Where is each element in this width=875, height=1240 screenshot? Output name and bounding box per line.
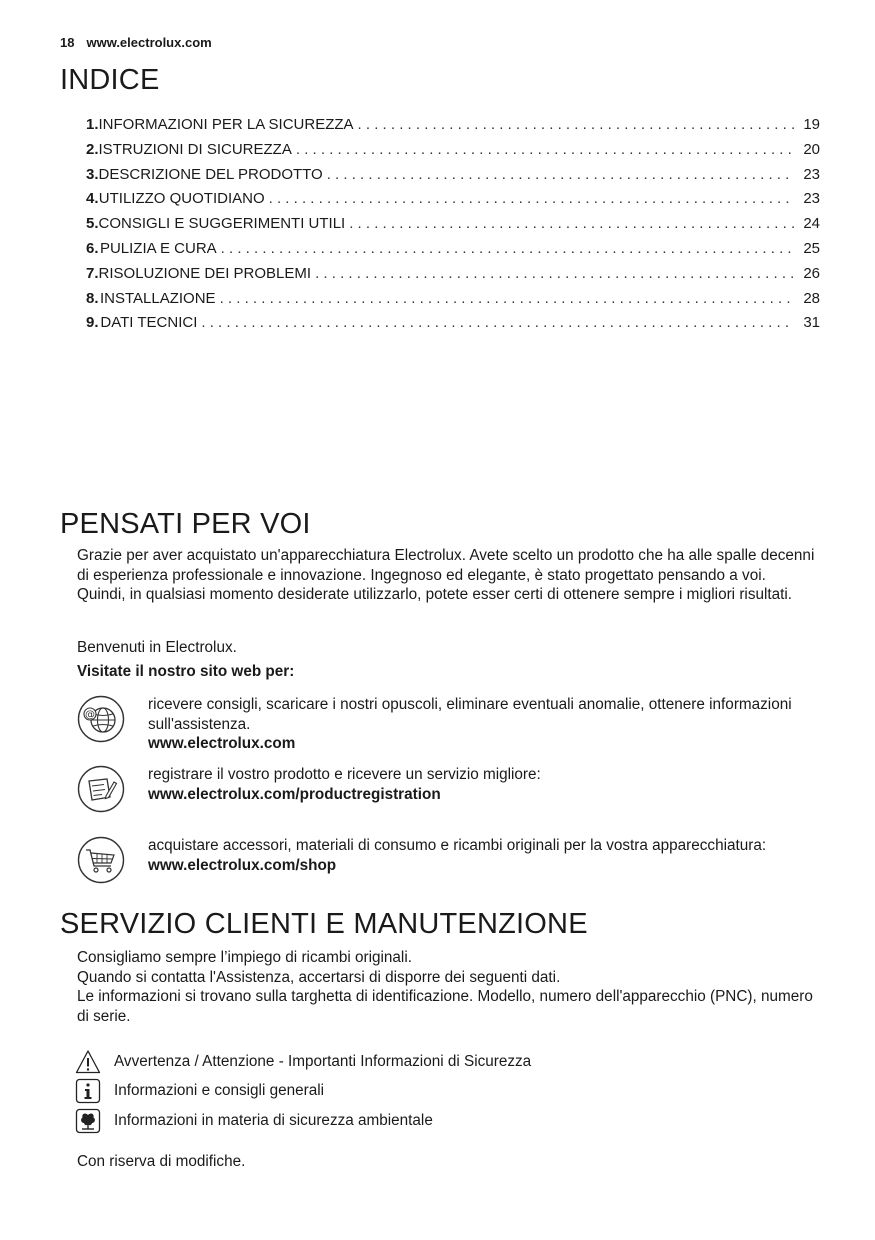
symbol-legend <box>75 1047 775 1136</box>
page-header <box>60 35 212 50</box>
toc-item-number: 6. <box>86 239 99 257</box>
toc-leader-dots <box>221 240 794 257</box>
intro-paragraph: Grazie per aver acquistato un'apparecchiatura Electrolux. Avete scelto un prodotto che ha alle spalle decenni di esperienza professionale e innovazione. Ingegnoso ed elegante, è stato progettato pensando a voi. Quindi, in qualsiasi momento desiderate utilizzarlo, potete esser certi di ottenere sempre i migliori risultati. <box>77 547 815 603</box>
svg-text:@: @ <box>85 709 95 721</box>
toc-item-title: DATI TECNICI <box>100 314 198 332</box>
toc-item-page: 31 <box>803 314 820 332</box>
toc-item[interactable] <box>86 166 820 191</box>
environment-icon <box>75 1108 101 1134</box>
shopping-cart-icon <box>77 836 125 884</box>
toc-leader-dots <box>358 116 794 133</box>
toc-item-title: CONSIGLI E SUGGERIMENTI UTILI <box>98 215 346 233</box>
toc-item-number: 9. <box>86 314 99 332</box>
legend-text: Avvertenza / Attenzione - Importanti Informazioni di Sicurezza <box>114 1052 532 1070</box>
toc-item-title: RISOLUZIONE DEI PROBLEMI <box>98 264 312 282</box>
toc-item-page: 28 <box>803 289 820 307</box>
toc-item[interactable] <box>86 141 820 166</box>
welcome-text: Benvenuti in Electrolux. <box>77 639 237 656</box>
servizio-heading: SERVIZIO CLIENTI E MANUTENZIONE <box>60 908 588 940</box>
toc-leader-dots <box>201 314 794 331</box>
toc-leader-dots <box>220 290 794 307</box>
web-item-text: registrare il vostro prodotto e ricevere un servizio migliore: <box>148 766 541 783</box>
toc-item-page: 23 <box>803 190 820 208</box>
toc-leader-dots <box>315 265 794 282</box>
web-item-link[interactable]: www.electrolux.com/shop <box>148 856 337 874</box>
toc-item-number: 5. <box>86 215 99 233</box>
servizio-line-2: Quando si contatta l'Assistenza, accertarsi di disporre dei seguenti dati. <box>77 968 561 986</box>
toc-item-title: PULIZIA E CURA <box>99 239 217 257</box>
table-of-contents <box>86 116 820 339</box>
web-item-link[interactable]: www.electrolux.com <box>148 735 296 752</box>
toc-item-page: 26 <box>803 264 820 282</box>
toc-leader-dots <box>349 215 794 232</box>
toc-item-page: 25 <box>803 239 820 257</box>
web-item-text: acquistare accessori, materiali di consumo e ricambi originali per la vostra apparecchiatura: <box>148 837 767 854</box>
toc-item-title: ISTRUZIONI DI SICUREZZA <box>98 140 292 158</box>
toc-item-number: 2. <box>86 140 99 158</box>
toc-item-page: 23 <box>803 165 820 183</box>
toc-leader-dots <box>327 166 794 183</box>
visit-label: Visitate il nostro sito web per: <box>77 663 295 680</box>
toc-item[interactable] <box>86 190 820 215</box>
legend-text: Informazioni e consigli generali <box>114 1082 325 1100</box>
legend-item-environment <box>75 1106 775 1136</box>
legend-item-info <box>75 1077 775 1107</box>
warning-icon <box>75 1049 101 1075</box>
info-icon <box>75 1078 101 1104</box>
toc-item-title: UTILIZZO QUOTIDIANO <box>98 190 265 208</box>
toc-item-title: DESCRIZIONE DEL PRODOTTO <box>98 165 323 183</box>
toc-leader-dots <box>296 141 794 158</box>
page-number: 18 <box>60 35 75 50</box>
header-website-link[interactable]: www.electrolux.com <box>86 35 212 50</box>
toc-item-number: 3. <box>86 165 99 183</box>
legend-item-warning <box>75 1047 775 1077</box>
toc-heading: INDICE <box>60 64 160 96</box>
legend-text: Informazioni in materia di sicurezza ambientale <box>114 1111 433 1129</box>
pensati-heading: PENSATI PER VOI <box>60 508 311 540</box>
servizio-text <box>77 948 817 1026</box>
toc-item-number: 8. <box>86 289 99 307</box>
toc-item-page: 19 <box>803 116 820 133</box>
servizio-line-3: Le informazioni si trovano sulla targhetta di identificazione. Modello, numero dell'apparecchio (PNC), numero di serie. <box>77 988 813 1025</box>
toc-leader-dots <box>269 190 794 207</box>
toc-item[interactable] <box>86 290 820 315</box>
registration-icon <box>77 765 125 813</box>
toc-item[interactable] <box>86 265 820 290</box>
web-item-text: ricevere consigli, scaricare i nostri opuscoli, eliminare eventuali anomalie, ottenere informazioni sull'assistenza. <box>148 696 792 733</box>
toc-item[interactable] <box>86 240 820 265</box>
servizio-line-1: Consigliamo sempre l’impiego di ricambi originali. <box>77 949 412 966</box>
toc-item-title: INFORMAZIONI PER LA SICUREZZA <box>98 116 354 133</box>
toc-item-page: 20 <box>803 140 820 158</box>
footer-note: Con riserva di modifiche. <box>77 1153 246 1170</box>
toc-item[interactable] <box>86 314 820 339</box>
toc-item-number: 4. <box>86 190 99 208</box>
toc-item-title: INSTALLAZIONE <box>99 289 216 307</box>
toc-item[interactable] <box>86 215 820 240</box>
toc-item-number: 1. <box>86 116 99 133</box>
toc-item[interactable] <box>86 116 820 141</box>
toc-item-page: 24 <box>803 215 820 233</box>
globe-at-icon <box>77 695 125 743</box>
web-item-link[interactable]: www.electrolux.com/productregistration <box>148 785 441 803</box>
toc-item-number: 7. <box>86 264 99 282</box>
